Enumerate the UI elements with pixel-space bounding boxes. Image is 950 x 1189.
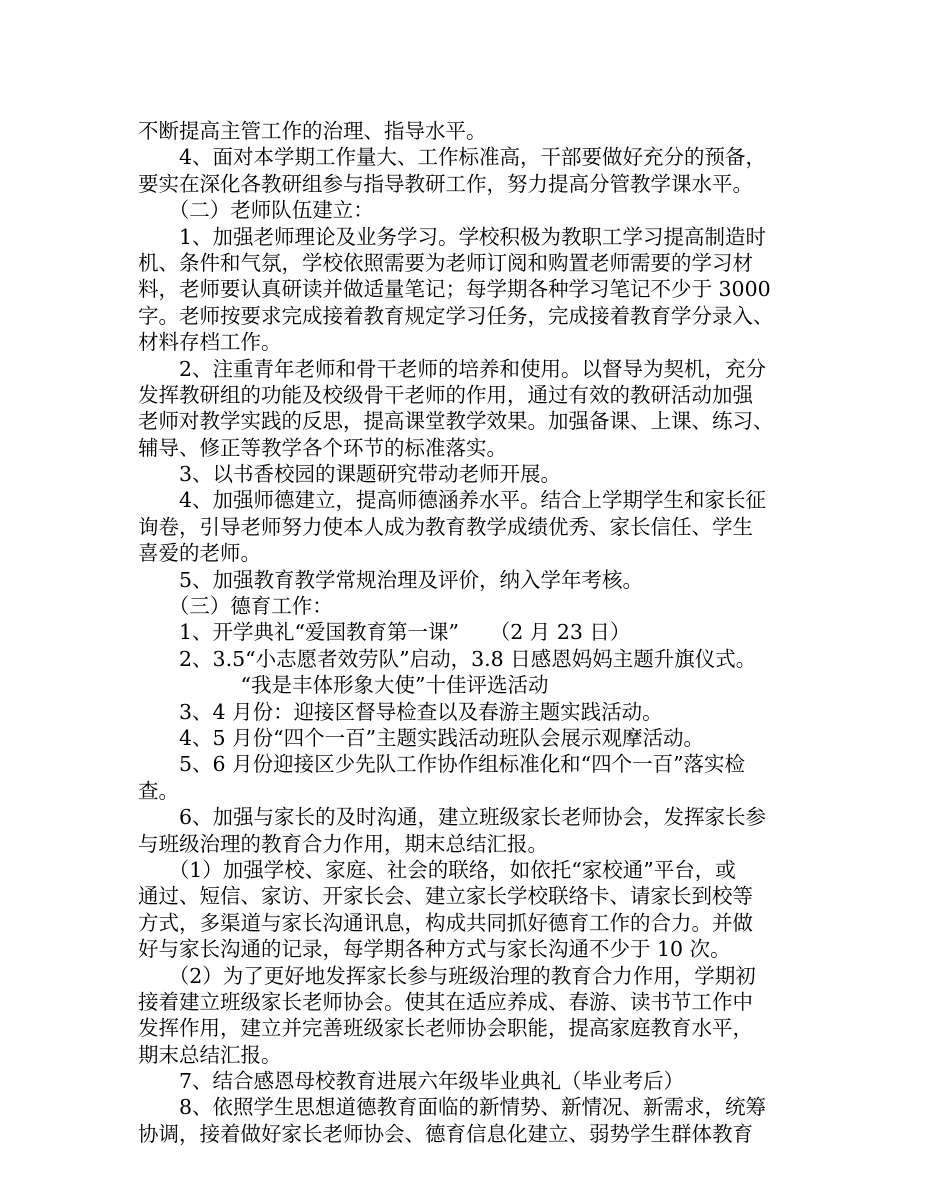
- text-line: 期末总结汇报。: [138, 1042, 282, 1067]
- text-line: 方式，多渠道与家长沟通讯息，构成共同抓好德育工作的合力。并做: [138, 910, 753, 935]
- text-line: 6、加强与家长的及时沟通，建立班级家长老师协会，发挥家长参: [138, 805, 767, 830]
- text-line: 通过、短信、家访、开家长会、建立家长学校联络卡、请家长到校等: [138, 884, 753, 909]
- text-line: 好与家长沟通的记录，每学期各种方式与家长沟通不少于 10 次。: [138, 937, 731, 962]
- text-line: 发挥教研组的功能及校级骨干老师的作用，通过有效的教研活动加强: [138, 382, 753, 407]
- text-line: 3、以书香校园的课题研究带动老师开展。: [138, 462, 562, 487]
- text-line: 询卷，引导老师努力使本人成为教育教学成绩优秀、家长信任、学生: [138, 514, 753, 539]
- text-line: 5、6 月份迎接区少先队工作协作组标准化和“四个一百”落实检: [138, 752, 746, 777]
- text-line: 料，老师要认真研读并做适量笔记；每学期各种学习笔记不少于 3000: [138, 277, 771, 302]
- text-line: 3、4 月份：迎接区督导检查以及春游主题实践活动。: [138, 699, 663, 724]
- text-line: 4、面对本学期工作量大、工作标准高，干部要做好充分的预备，: [138, 145, 767, 170]
- text-line: 要实在深化各教研组参与指导教研工作，努力提高分管教学课水平。: [138, 171, 753, 196]
- text-line: 辅导、修正等教学各个环节的标准落实。: [138, 435, 507, 460]
- text-line: （2）为了更好地发挥家长参与班级治理的教育合力作用，学期初: [138, 963, 756, 988]
- text-line: “我是丰体形象大使”十佳评选活动: [138, 673, 549, 698]
- text-line: 协调，接着做好家长老师协会、德育信息化建立、弱势学生群体教育: [138, 1121, 753, 1146]
- text-line: 4、加强师德建立，提高师德涵养水平。结合上学期学生和家长征: [138, 488, 767, 513]
- text-line: 发挥作用，建立并完善班级家长老师协会职能，提高家庭教育水平，: [138, 1016, 753, 1041]
- text-line: 材料存档工作。: [138, 330, 282, 355]
- text-line: 喜爱的老师。: [138, 541, 261, 566]
- text-line: 8、依照学生思想道德教育面临的新情势、新情况、新需求，统筹: [138, 1095, 767, 1120]
- text-line: 不断提高主管工作的治理、指导水平。: [138, 119, 487, 143]
- text-line: 1、加强老师理论及业务学习。学校积极为教职工学习提高制造时: [138, 224, 767, 249]
- text-line: 2、3.5“小志愿者效劳队”启动，3.8 日感恩妈妈主题升旗仪式。: [138, 646, 757, 671]
- text-line: 2、注重青年老师和骨干老师的培养和使用。以督导为契机，充分: [138, 356, 767, 381]
- text-line: 查。: [138, 778, 179, 803]
- text-line: 字。老师按要求完成接着教育规定学习任务，完成接着教育学分录入、: [138, 303, 774, 328]
- text-line: 5、加强教育教学常规治理及评价，纳入学年考核。: [138, 567, 644, 592]
- text-line: 接着建立班级家长老师协会。使其在适应养成、春游、读书节工作中: [138, 989, 753, 1014]
- section-heading-moral: （三）德育工作：: [138, 594, 333, 619]
- text-line: 4、5 月份“四个一百”主题实践活动班队会展示观摩活动。: [138, 725, 705, 750]
- text-line: 老师对教学实践的反思，提高课堂教学效果。加强备课、上课、练习、: [138, 409, 774, 434]
- text-line: （1）加强学校、家庭、社会的联络，如依托“家校通”平台，或: [138, 857, 736, 882]
- text-line: 7、结合感恩母校教育进展六年级毕业典礼（毕业考后）: [138, 1069, 685, 1094]
- body-text: [138, 118, 818, 1147]
- text-line: 机、条件和气氛，学校依照需要为老师订阅和购置老师需要的学习材: [138, 250, 753, 275]
- text-line: 与班级治理的教育合力作用，期末总结汇报。: [138, 831, 548, 856]
- text-line: 1、开学典礼“爱国教育第一课” （2 月 23 日）: [138, 620, 631, 645]
- section-heading-teachers: （二）老师队伍建立：: [138, 198, 374, 223]
